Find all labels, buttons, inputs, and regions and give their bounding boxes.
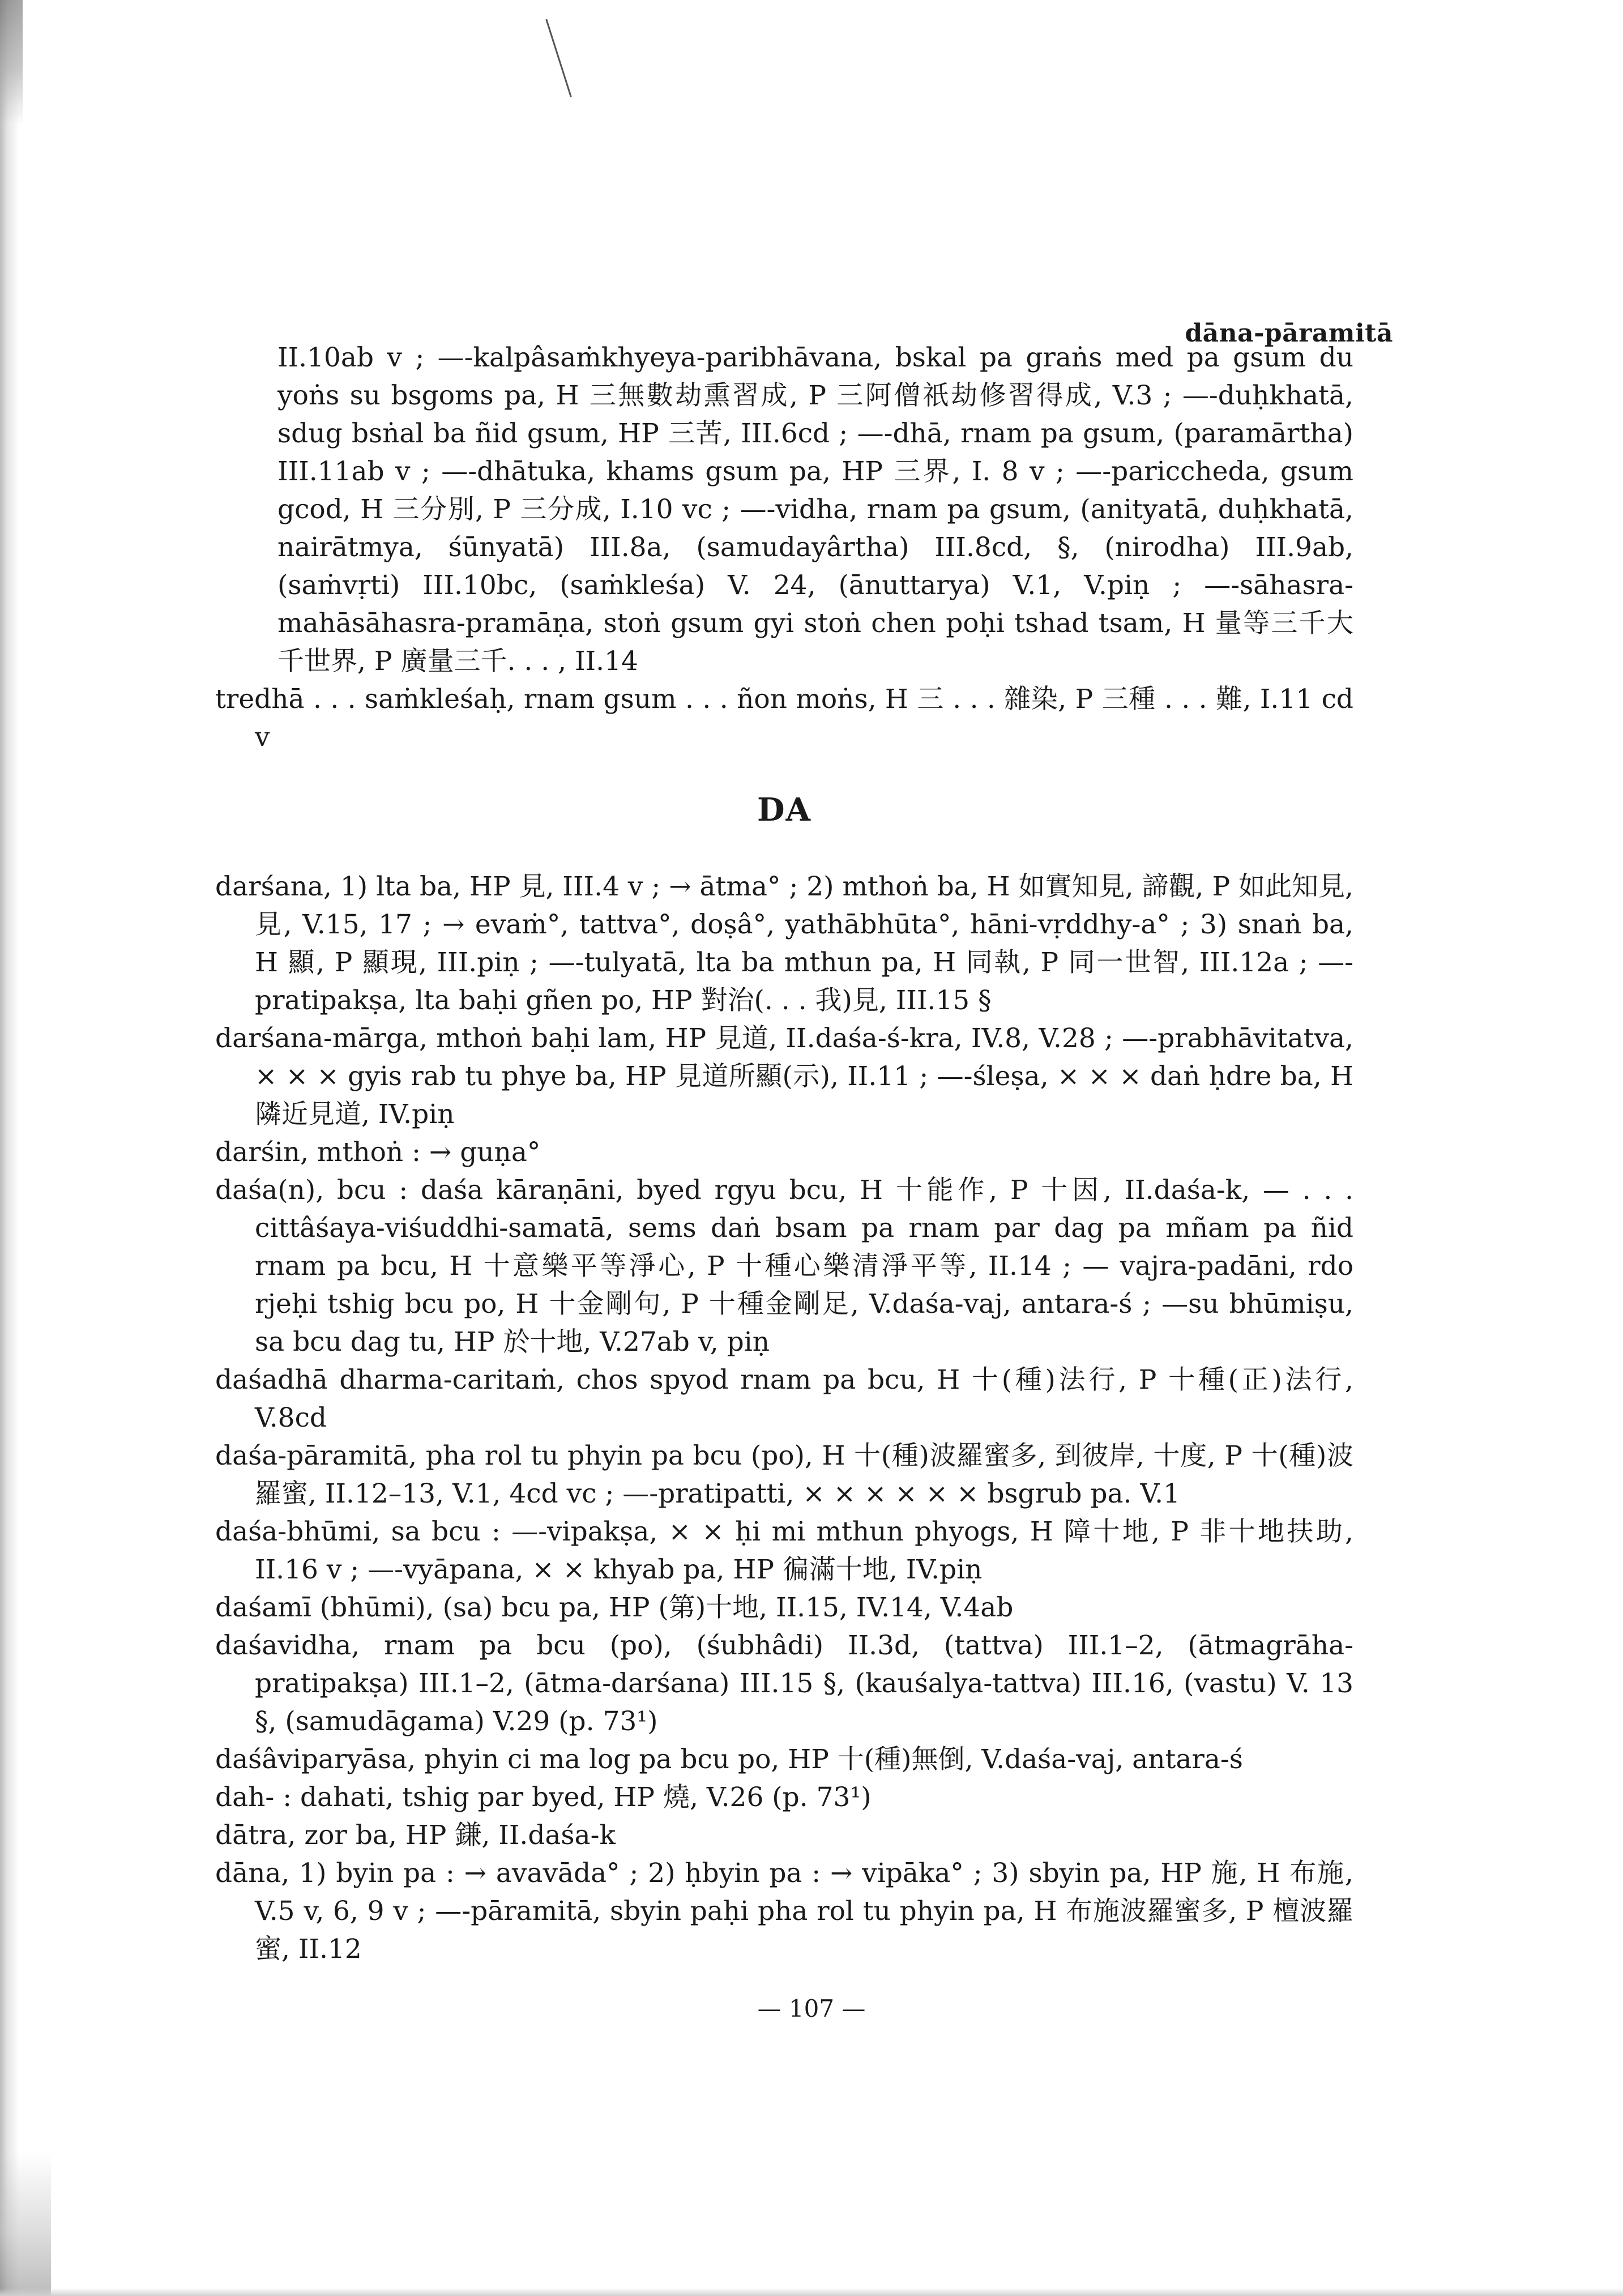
entry-dasavidha: daśavidha, rnam pa bcu (po), (śubhâdi) II.3d, (tattva) III.1–2, (ātmagrāha-pratipakṣa) III.1–2, (ātma-darśana) III.15 §, (kauśalya-tattva) III.16, (vastu) V. 13 §, (samudāgama) V.29 (p. 73¹) (215, 1630, 1353, 1737)
scan-shadow-bottom (0, 2288, 1623, 2296)
entry-darsana-marga: darśana-mārga, mthoṅ baḥi lam, HP 見道, II.daśa-ś-kra, IV.8, V.28 ; —-prabhāvitatva, × × × gyis rab tu phye ba, HP 見道所顯(示), II.11 ; —-śleṣa, × × × daṅ ḥdre ba, H 隣近見道, IV.piṇ (215, 1023, 1353, 1130)
entry-datra: dātra, zor ba, HP 鎌, II.daśa-k (215, 1820, 616, 1851)
entry-darsin: darśin, mthoṅ : → guṇa° (215, 1137, 541, 1168)
scan-shadow-bottom-left (0, 2152, 51, 2296)
entry-tredha: tredhā . . . saṁkleśaḥ, rnam gsum . . . ñon moṅs, H 三 . . . 雜染, P 三種 . . . 難, I.11 cd v (215, 684, 1353, 753)
entry-darsana: darśana, 1) lta ba, HP 見, III.4 v ; → ātma° ; 2) mthoṅ ba, H 如實知見, 諦觀, P 如此知見, 見, V.15, 17 ; → evaṁ°, tattva°, doṣâ°, yathābhūta°, hāni-vṛddhy-a° ; 3) snaṅ ba, H 顯, P 顯現, III.piṇ ; —-tulyatā, lta ba mthun pa, H 同執, P 同一世智, III.12a ; —-pratipakṣa, lta baḥi gñen po, HP 對治(. . . 我)見, III.15 § (215, 871, 1353, 1016)
entry-dah: dah- : dahati, tshig par byed, HP 燒, V.26 (p. 73¹) (215, 1782, 872, 1813)
entry-dasami: daśamī (bhūmi), (sa) bcu pa, HP (第)十地, II.15, IV.14, V.4ab (215, 1592, 1014, 1623)
scan-shadow-left (0, 0, 19, 2296)
entry-continuation: II.10ab v ; —-kalpâsaṁkhyeya-paribhāvana, bskal pa graṅs med pa gsum du yoṅs su bsgoms pa, H 三無數劫熏習成, P 三阿僧祇劫修習得成, V.3 ; —-duḥkhatā, sdug bsṅal ba ñid gsum, HP 三苦, III.6cd ; —-dhā, rnam pa gsum, (paramārtha) III.11ab v ; —-dhātuka, khams gsum pa, HP 三界, I. 8 v ; —-pariccheda, gsum gcod, H 三分別, P 三分成, I.10 vc ; —-vidha, rnam pa gsum, (anityatā, duḥkhatā, nairātmya, śūnyatā) III.8a, (samudayârtha) III.8cd, §, (nirodha) III.9ab, (saṁvṛti) III.10bc, (saṁkleśa) V. 24, (ānuttarya) V.1, V.piṇ ; —-sāhasra-mahāsāhasra-pramāṇa, stoṅ gsum gyi stoṅ chen poḥi tshad tsam, H 量等三千大千世界, P 廣量三千. . . , II.14 (277, 342, 1353, 677)
running-head: dāna-pāramitā (1185, 319, 1393, 348)
scan-shadow-top-left (0, 0, 23, 125)
page-number: — 107 — (757, 1995, 866, 2022)
section-title: DA (757, 791, 812, 829)
entry-dana: dāna, 1) byin pa : → avavāda° ; 2) ḥbyin pa : → vipāka° ; 3) sbyin pa, HP 施, H 布施, V.5 v, 6, 9 v ; —-pāramitā, sbyin paḥi pha rol tu phyin pa, H 布施波羅蜜多, P 檀波羅蜜, II.12 (215, 1858, 1353, 1965)
entry-dasa: daśa(n), bcu : daśa kāraṇāni, byed rgyu bcu, H 十能作, P 十因, II.daśa-k, — . . . cittâśaya-viśuddhi-samatā, sems daṅ bsam pa rnam par dag pa mñam pa ñid rnam pa bcu, H 十意樂平等淨心, P 十種心樂清淨平等, II.14 ; — vajra-padāni, rdo rjeḥi tshig bcu po, H 十金剛句, P 十種金剛足, V.daśa-vaj, antara-ś ; —su bhūmiṣu, sa bcu dag tu, HP 於十地, V.27ab v, piṇ (215, 1175, 1353, 1358)
entry-dasaviparyasa: daśâviparyāsa, phyin ci ma log pa bcu po, HP 十(種)無倒, V.daśa-vaj, antara-ś (215, 1744, 1243, 1775)
entry-dasadha: daśadhā dharma-caritaṁ, chos spyod rnam pa bcu, H 十(種)法行, P 十種(正)法行, V.8cd (215, 1364, 1353, 1433)
entry-dasa-bhumi: daśa-bhūmi, sa bcu : —-vipakṣa, × × ḥi mi mthun phyogs, H 障十地, P 非十地扶助, II.16 v ; —-vyāpana, × × khyab pa, HP 徧滿十地, IV.piṇ (215, 1516, 1353, 1585)
pencil-stroke-mark (544, 17, 589, 113)
dictionary-entries (215, 339, 1353, 1968)
entry-dasa-paramita: daśa-pāramitā, pha rol tu phyin pa bcu (po), H 十(種)波羅蜜多, 到彼岸, 十度, P 十(種)波羅蜜, II.12–13, V.1, 4cd vc ; —-pratipatti, × × × × × × bsgrub pa. V.1 (215, 1440, 1353, 1509)
